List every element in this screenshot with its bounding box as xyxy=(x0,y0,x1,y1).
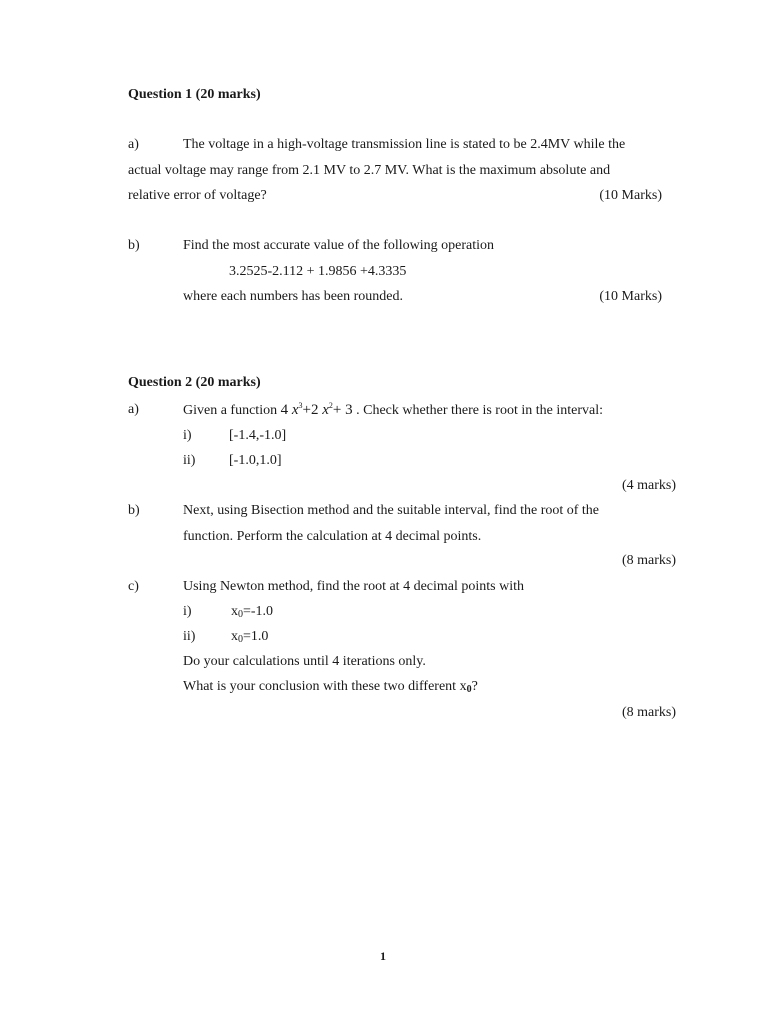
q2c-marks: (8 marks) xyxy=(621,705,676,720)
q2c-ii-label: ii) xyxy=(183,629,196,644)
q2a-ii-text: [-1.0,1.0] xyxy=(229,453,282,468)
q2a-after: . Check whether there is root in the interval: xyxy=(356,403,603,418)
q2c-line4: Do your calculations until 4 iterations only. xyxy=(183,654,426,669)
q1b-label: b) xyxy=(128,238,140,253)
q2a-line1 xyxy=(183,403,603,418)
q2a-i-label: i) xyxy=(183,428,192,443)
q2a-ii-label: ii) xyxy=(183,453,196,468)
q2a-marks: (4 marks) xyxy=(621,478,676,493)
q2a-i-text: [-1.4,-1.0] xyxy=(229,428,287,443)
q1a-marks: (10 Marks) xyxy=(599,188,662,203)
q1b-line1: Find the most accurate value of the following operation xyxy=(183,238,495,253)
q2c-line1: Using Newton method, find the root at 4 decimal points with xyxy=(183,579,525,594)
q1b-expression: 3.2525-2.112 + 1.9856 +4.3335 xyxy=(229,264,407,279)
function-expression: 4 $x^3+2$ $x^2+ 3$ xyxy=(280,401,353,418)
q2b-marks: (8 marks) xyxy=(621,553,676,568)
q2c-i-text: $x_0=-1.0$ xyxy=(231,604,274,620)
q1b-line3: where each numbers has been rounded. xyxy=(183,289,404,304)
q2c-label: c) xyxy=(128,579,139,594)
q1a-label: a) xyxy=(128,137,139,152)
q2c-i-label: i) xyxy=(183,604,192,619)
q1a-line2: actual voltage may range from 2.1 MV to 2.7 MV. What is the maximum absolute and xyxy=(128,163,611,178)
question-2-title: Question 2 (20 marks) xyxy=(128,375,261,390)
q1b-marks: (10 Marks) xyxy=(599,289,662,304)
q2b-line2: function. Perform the calculation at 4 decimal points. xyxy=(183,529,482,544)
q2c-line5: What is your conclusion with these two different $x_0$? xyxy=(183,679,478,695)
q2a-label: a) xyxy=(128,402,139,417)
q1a-line1: The voltage in a high-voltage transmission line is stated to be 2.4MV while the xyxy=(183,137,626,152)
q2c-ii-text: $x_0=1.0$ xyxy=(231,629,269,645)
q1a-line3: relative error of voltage? xyxy=(128,188,267,203)
page-number: 1 xyxy=(380,949,386,963)
q2a-intro: Given a function xyxy=(183,403,278,418)
q2b-line1: Next, using Bisection method and the suitable interval, find the root of the xyxy=(183,503,600,518)
question-1-title: Question 1 (20 marks) xyxy=(128,87,261,102)
q2b-label: b) xyxy=(128,503,140,518)
